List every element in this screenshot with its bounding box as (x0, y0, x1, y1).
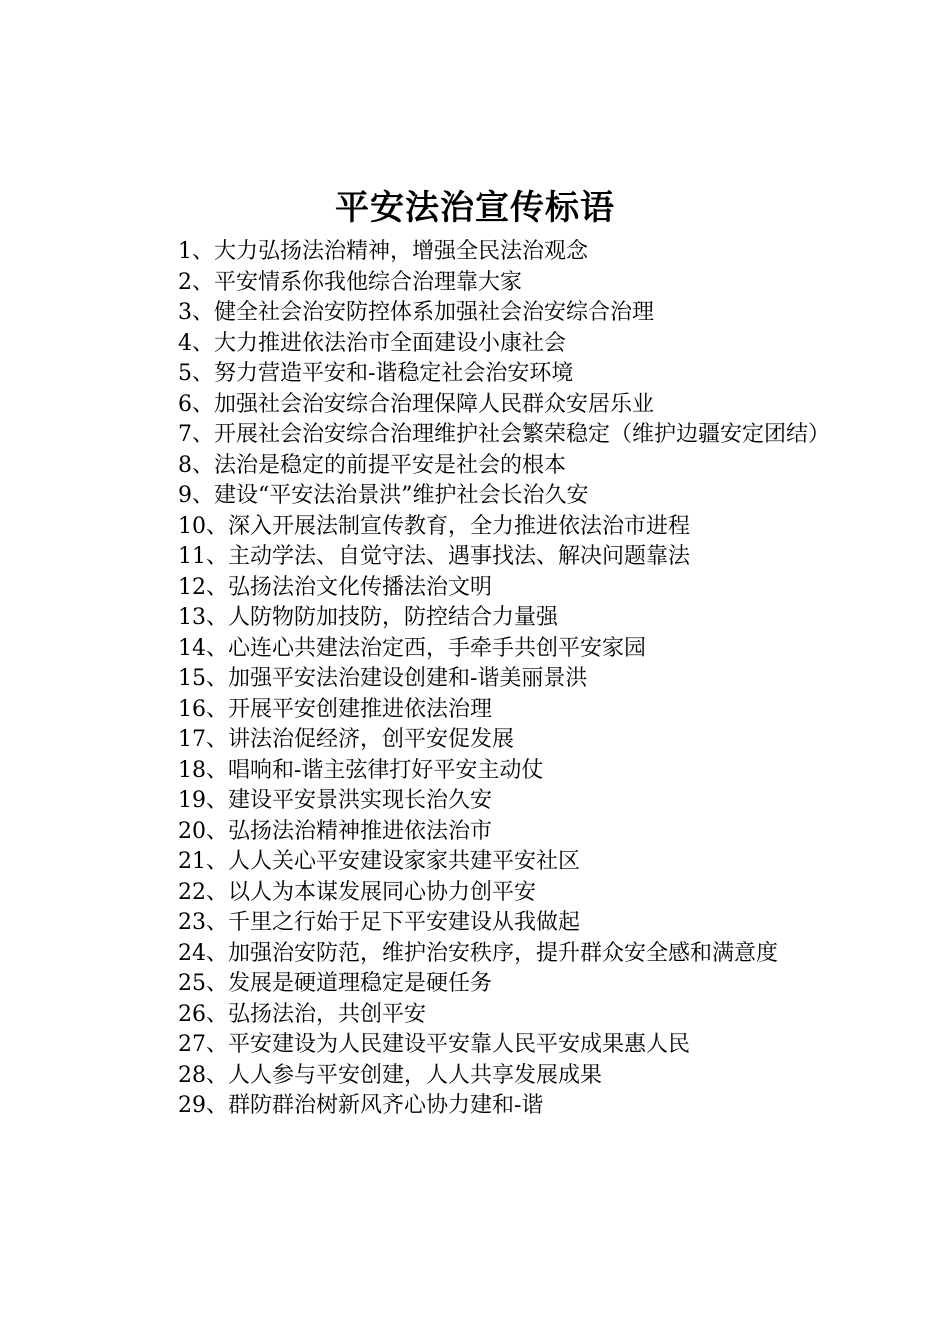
list-item: 1、大力弘扬法治精神，增强全民法治观念 (178, 239, 588, 264)
list-item: 17、讲法治促经济，创平安促发展 (178, 727, 514, 752)
list-item: 8、法治是稳定的前提平安是社会的根本 (178, 452, 566, 478)
list-item: 19、建设平安景洪实现长治久安 (178, 788, 492, 813)
list-item: 18、唱响和-谐主弦律打好平安主动仗 (178, 757, 544, 783)
list-item: 2、平安情系你我他综合治理靠大家 (178, 269, 522, 295)
list-item: 27、平安建设为人民建设平安靠人民平安成果惠人民 (178, 1032, 690, 1057)
list-item: 11、主动学法、自觉守法、遇事找法、解决问题靠法 (178, 544, 690, 569)
list-item: 12、弘扬法治文化传播法治文明 (178, 574, 492, 600)
list-item: 23、千里之行始于足下平安建设从我做起 (178, 910, 580, 935)
list-item: 9、建设“平安法治景洪”维护社会长治久安 (178, 483, 589, 508)
list-item: 20、弘扬法治精神推进依法治市 (178, 818, 492, 844)
list-item: 15、加强平安法治建设创建和-谐美丽景洪 (178, 666, 588, 691)
list-item: 16、开展平安创建推进依法治理 (178, 696, 492, 722)
list-item: 25、发展是硬道理稳定是硬任务 (178, 971, 492, 996)
list-item: 10、深入开展法制宣传教育，全力推进依法治市进程 (178, 513, 690, 539)
list-item: 6、加强社会治安综合治理保障人民群众安居乐业 (178, 391, 654, 417)
list-item: 3、健全社会治安防控体系加强社会治安综合治理 (178, 300, 654, 325)
list-item: 14、心连心共建法治定西，手牵手共创平安家园 (178, 635, 646, 661)
list-item: 26、弘扬法治，共创平安 (178, 1001, 426, 1027)
list-item: 13、人防物防加技防，防控结合力量强 (178, 605, 558, 630)
document-title: 平安法治宣传标语 (335, 188, 615, 228)
list-item: 5、努力营造平安和-谐稳定社会治安环境 (178, 361, 574, 386)
list-item: 28、人人参与平安创建，人人共享发展成果 (178, 1062, 602, 1088)
list-item: 29、群防群治树新风齐心协力建和-谐 (178, 1093, 544, 1118)
list-item: 22、以人为本谋发展同心协力创平安 (178, 879, 536, 905)
list-item: 4、大力推进依法治市全面建设小康社会 (178, 330, 566, 356)
list-item: 21、人人关心平安建设家家共建平安社区 (178, 849, 580, 874)
slogan-list (130, 237, 834, 1122)
list-item: 24、加强治安防范，维护治安秩序，提升群众安全感和满意度 (178, 940, 778, 966)
list-item: 7、开展社会治安综合治理维护社会繁荣稳定（维护边疆安定团结） (178, 422, 830, 447)
